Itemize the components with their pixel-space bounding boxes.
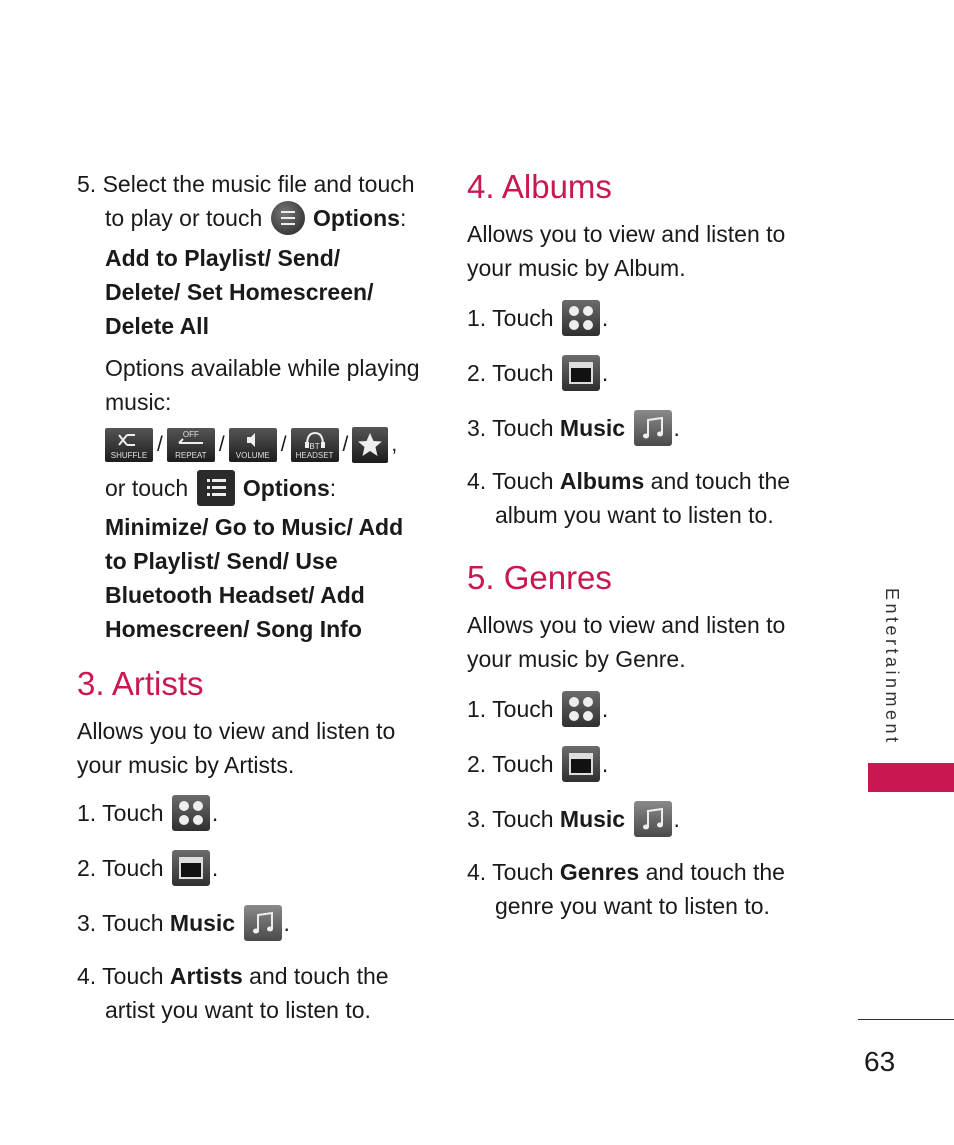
step5-text: 5. Select the music file and touch to play or touch Options: [77,167,437,235]
repeat-control[interactable]: OFF REPEAT [167,428,215,462]
section5-step3: 3. Touch Music . [467,802,827,837]
section5-desc: Allows you to view and listen to your music by Genre. [467,611,786,672]
section3-step1: 1. Touch . [77,796,437,831]
volume-icon [229,429,277,451]
shuffle-icon [105,429,153,451]
while-playing-text: Options available while playing music: [105,355,420,415]
section5-step4: 4. Touch Genres and touch the genre you want to listen to. [467,858,785,919]
side-tab-bar [868,763,954,792]
page-number: 63 [864,1046,896,1077]
music-note-icon[interactable] [244,905,282,941]
clapper-icon[interactable] [172,850,210,886]
section3-step3: 3. Touch Music . [77,906,437,941]
section5-heading: 5. Genres [467,558,612,596]
playing-options-list: Minimize/ Go to Music/ Add to Playlist/ Send/ Use Bluetooth Headset/ Add Homescreen/ Song Info [105,514,404,643]
section3-step4: 4. Touch Artists and touch the artist you want to listen to. [77,962,389,1023]
options-label: Options [313,205,400,231]
right-column [467,165,827,923]
volume-control[interactable]: VOLUME [229,428,277,462]
list-icon[interactable] [197,470,235,506]
menu-icon[interactable] [271,201,305,235]
headset-control[interactable]: BT HEADSET [291,428,339,462]
shuffle-control[interactable]: SHUFFLE [105,428,153,462]
apps-grid-icon[interactable] [172,795,210,831]
star-icon [352,427,388,463]
apps-grid-icon[interactable] [562,691,600,727]
or-touch-options: or touch Options: [77,471,437,506]
apps-grid-icon[interactable] [562,300,600,336]
section3-heading: 3. Artists [77,665,204,703]
section5-step2: 2. Touch . [467,747,827,782]
music-note-icon[interactable] [634,410,672,446]
favorite-control[interactable] [352,427,388,463]
section4-desc: Allows you to view and listen to your music by Album. [467,221,786,281]
repeat-icon [167,429,215,451]
clapper-icon[interactable] [562,355,600,391]
options-list: Add to Playlist/ Send/ Delete/ Set Homescreen/ Delete All [105,245,374,339]
footer-rule [858,1019,954,1020]
section4-step2: 2. Touch . [467,356,827,391]
section3-step2: 2. Touch . [77,851,437,886]
side-tab-label: Entertainment [882,588,902,746]
music-note-icon[interactable] [634,801,672,837]
left-column [77,165,437,1027]
clapper-icon[interactable] [562,746,600,782]
player-controls-row: SHUFFLE / OFF REPEAT / VOLUME / BT HEADSET / , [77,427,437,463]
section5-step1: 1. Touch . [467,692,827,727]
section4-step4: 4. Touch Albums and touch the album you want to listen to. [467,467,791,528]
section4-step3: 3. Touch Music . [467,411,827,446]
section4-step1: 1. Touch . [467,301,827,336]
section4-heading: 4. Albums [467,168,612,205]
section3-desc: Allows you to view and listen to your music by Artists. [77,718,396,779]
